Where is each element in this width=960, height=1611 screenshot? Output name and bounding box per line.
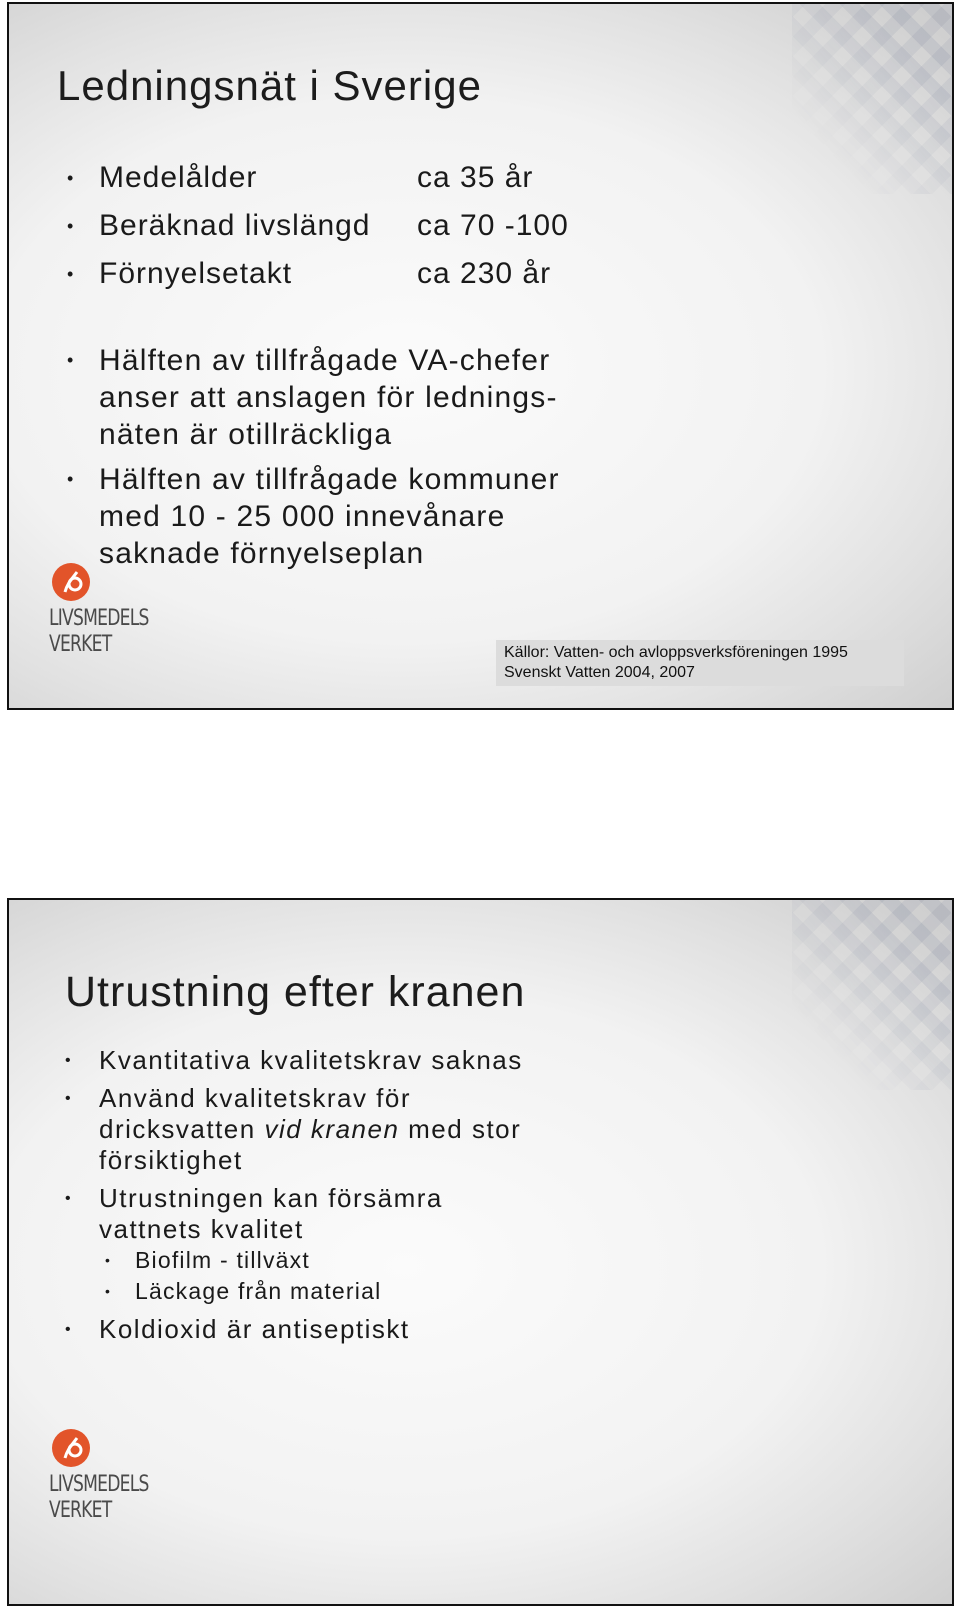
logo-line-2: VERKET bbox=[49, 1498, 112, 1523]
list-item bbox=[65, 1314, 565, 1345]
item-text-part: med stor försiktighet bbox=[99, 1114, 522, 1175]
livsmedelsverket-logo-icon bbox=[51, 1428, 91, 1468]
bullet-icon: • bbox=[105, 1252, 112, 1268]
logo-line-1: LIVSMEDELS bbox=[49, 606, 149, 631]
stat-value: ca 35 år bbox=[417, 161, 534, 194]
bullet-icon: • bbox=[65, 1190, 73, 1207]
equipment-list bbox=[65, 1045, 565, 1352]
list-item bbox=[67, 154, 569, 202]
livsmedelsverket-logo bbox=[49, 562, 159, 662]
sources-box bbox=[496, 640, 904, 686]
sub-item-text: Läckage från material bbox=[135, 1278, 382, 1304]
source-line: Svenskt Vatten 2004, 2007 bbox=[504, 664, 695, 681]
logo-wordmark bbox=[49, 1472, 149, 1524]
stat-value: ca 230 år bbox=[417, 257, 552, 290]
bullet-icon: • bbox=[105, 1283, 112, 1299]
livsmedelsverket-logo bbox=[49, 1428, 159, 1528]
bullet-icon: • bbox=[67, 350, 75, 370]
slide-title: Ledningsnät i Sverige bbox=[57, 62, 482, 109]
slide-title: Utrustning efter kranen bbox=[65, 968, 526, 1016]
stat-value: ca 70 -100 bbox=[417, 209, 569, 242]
bullet-icon: • bbox=[67, 215, 75, 236]
list-item bbox=[65, 1183, 565, 1307]
stat-label: Beräknad livslängd bbox=[99, 209, 371, 242]
logo-line-1: LIVSMEDELS bbox=[49, 1472, 149, 1497]
logo-wordmark bbox=[49, 606, 149, 658]
stat-label: Förnyelsetakt bbox=[99, 257, 293, 290]
list-item bbox=[67, 202, 569, 250]
sub-list-item bbox=[105, 1245, 565, 1276]
finding-text: Hälften av tillfrågade VA-chefer anser att anslagen för lednings-näten är otillräckliga bbox=[99, 344, 558, 451]
bullet-icon: • bbox=[67, 469, 75, 489]
source-line: Källor: Vatten- och avloppsverksföreningen 1995 bbox=[504, 644, 848, 661]
item-text-emphasis: vid kranen bbox=[264, 1114, 400, 1144]
livsmedelsverket-logo-icon bbox=[51, 562, 91, 602]
slide-2 bbox=[7, 898, 954, 1606]
item-text bbox=[99, 1083, 565, 1176]
tablecloth-pattern bbox=[792, 2, 954, 194]
bullet-icon: • bbox=[67, 263, 75, 284]
slide-1 bbox=[7, 2, 954, 710]
bullet-icon: • bbox=[65, 1090, 73, 1107]
statistics-list bbox=[67, 154, 569, 298]
stat-label: Medelålder bbox=[99, 161, 258, 194]
sub-list-item bbox=[105, 1276, 565, 1307]
finding-text: Hälften av tillfrågade kommuner med 10 - 25 000 innevånare saknade förnyelseplan bbox=[99, 463, 560, 570]
sub-list bbox=[65, 1245, 565, 1307]
list-item bbox=[67, 250, 569, 298]
item-text: Kvantitativa kvalitetskrav saknas bbox=[99, 1045, 523, 1075]
tablecloth-pattern bbox=[792, 898, 954, 1090]
item-text-part: Använd kvalitetskrav för dricksvatten bbox=[99, 1083, 412, 1144]
bullet-icon: • bbox=[65, 1321, 73, 1338]
list-item bbox=[65, 1083, 565, 1176]
sub-item-text: Biofilm - tillväxt bbox=[135, 1247, 310, 1273]
item-text: Utrustningen kan försämra vattnets kvalitet bbox=[99, 1183, 443, 1244]
bullet-icon: • bbox=[67, 167, 75, 188]
item-text: Koldioxid är antiseptiskt bbox=[99, 1314, 410, 1344]
logo-line-2: VERKET bbox=[49, 632, 112, 657]
list-item bbox=[67, 461, 627, 572]
list-item bbox=[65, 1045, 565, 1076]
list-item bbox=[67, 342, 627, 453]
findings-list bbox=[67, 342, 627, 580]
bullet-icon: • bbox=[65, 1052, 73, 1069]
